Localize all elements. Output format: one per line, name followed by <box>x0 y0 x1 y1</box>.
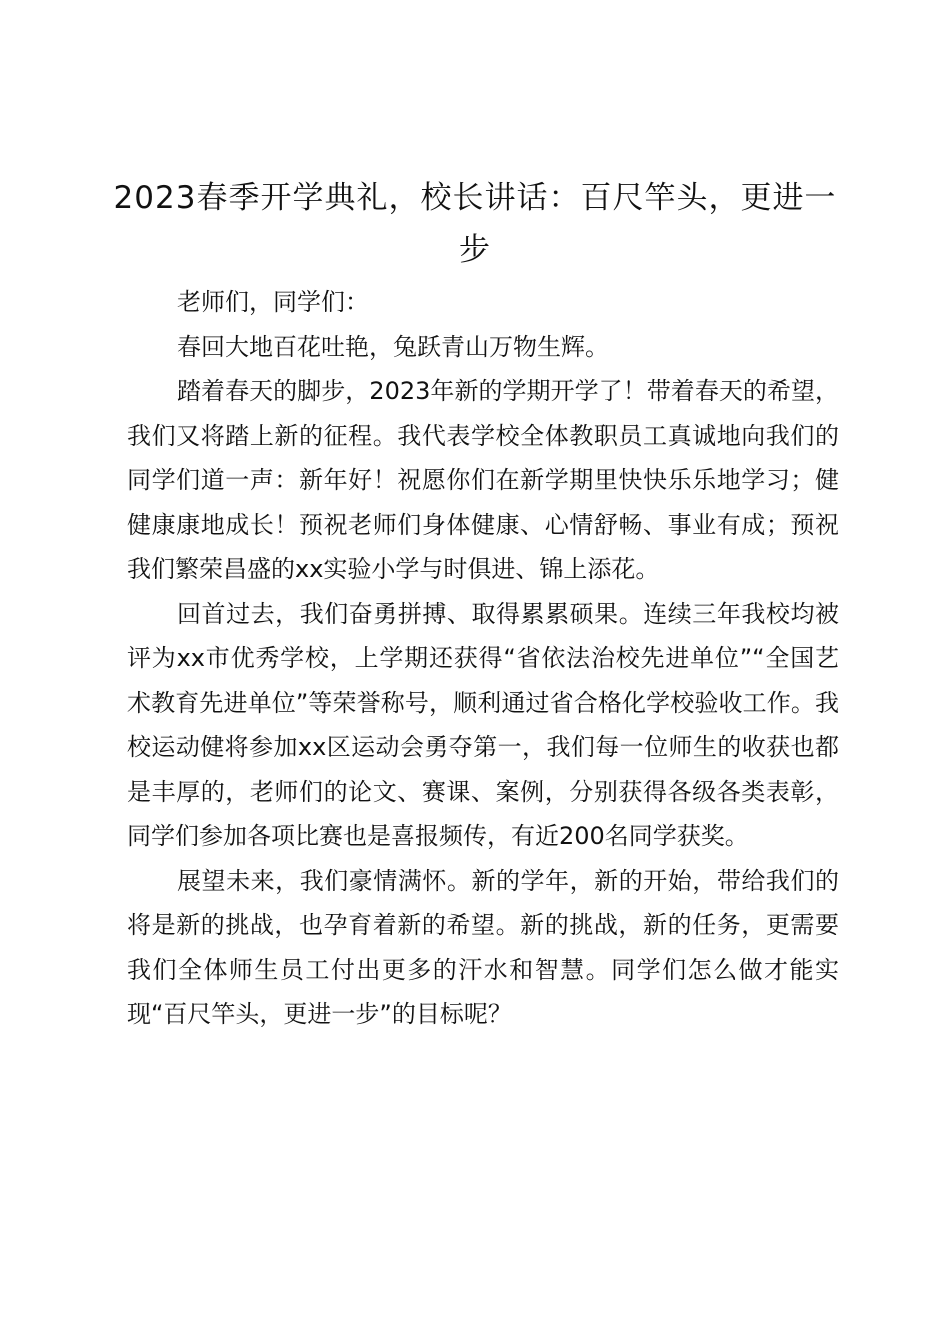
greeting-paragraph: 踏着春天的脚步，2023年新的学期开学了！带着春天的希望，我们又将踏上新的征程。我代表学校全体教职员工真诚地向我们的同学们道一声：新年好！祝愿你们在新学期里快快乐乐地学习；健健康康地成长！预祝老师们身体健康、心情舒畅、事业有成；预祝我们繁荣昌盛的xx实验小学与时俱进、锦上添花。 <box>127 377 839 583</box>
document-title: 2023春季开学典礼，校长讲话：百尺竿头，更进一步 <box>113 180 837 268</box>
review-paragraph: 回首过去，我们奋勇拼搏、取得累累硕果。连续三年我校均被评为xx市优秀学校，上学期还获得“省依法治校先进单位”“全国艺术教育先进单位”等荣誉称号，顺利通过省合格化学校验收工作。我校运动健将参加xx区运动会勇夺第一，我们每一位师生的收获也都是丰厚的，老师们的论文、赛课、案例，分别获得各级各类表彰，同学们参加各项比赛也是喜报频传，有近200名同学获奖。 <box>127 599 839 850</box>
outlook-paragraph: 展望未来，我们豪情满怀。新的学年，新的开始，带给我们的将是新的挑战，也孕育着新的希望。新的挑战，新的任务，更需要我们全体师生员工付出更多的汗水和智慧。同学们怎么做才能实现“百尺竿头，更进一步”的目标呢？ <box>127 866 839 1028</box>
opening-couplet-paragraph: 春回大地百花吐艳，兔跃青山万物生辉。 <box>177 332 609 361</box>
document-body <box>127 280 839 1037</box>
salutation-paragraph: 老师们，同学们： <box>177 288 369 316</box>
